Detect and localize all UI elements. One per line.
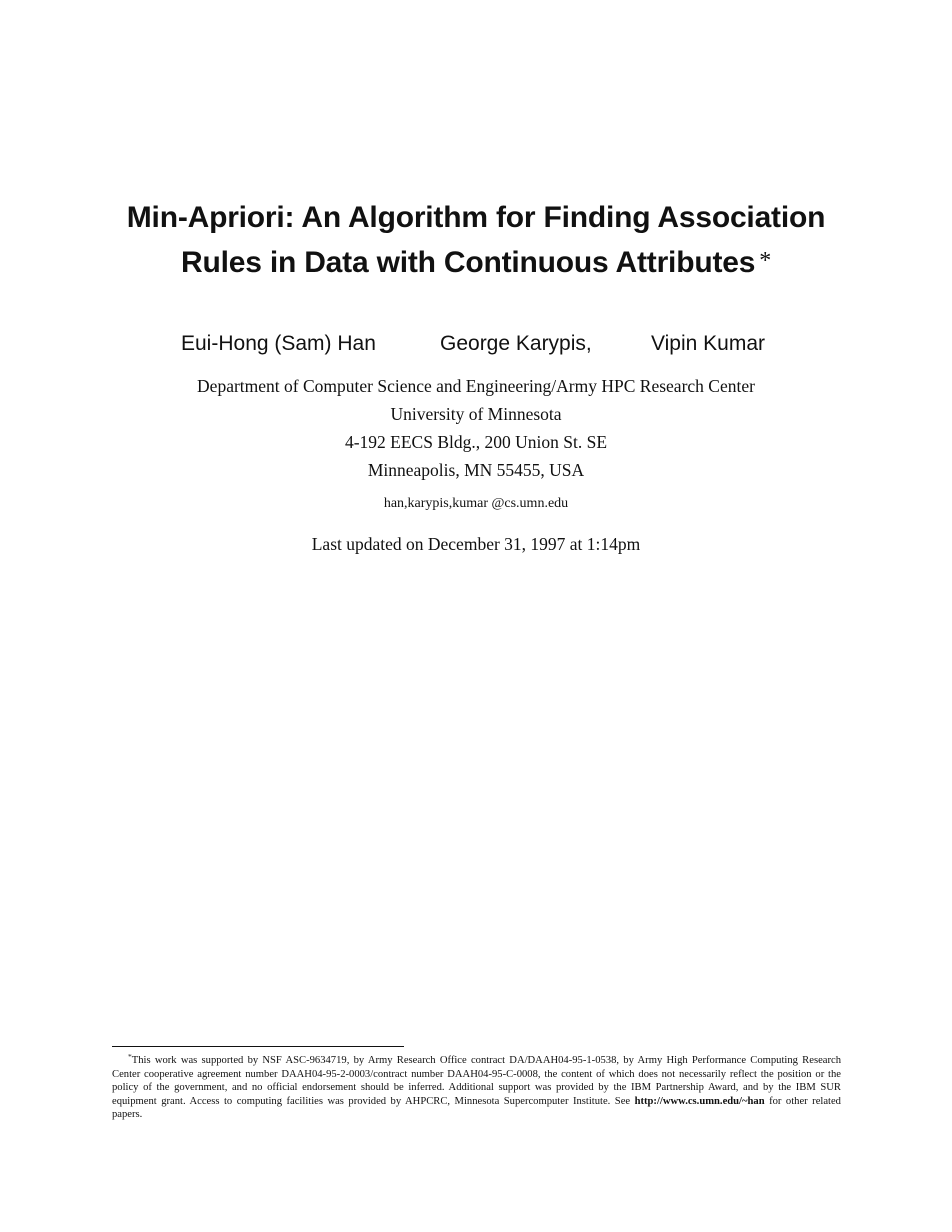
author-karypis: George Karypis, [440, 332, 592, 355]
footnote-text: This work was supported by NSF ASC-9634719, by Army Research Office contract DA/DAAH04-95-1-0538, by Army High Performance Computing Research Center cooperative agreement number DAAH04-95-2-0003/contract number DAAH04-95-C-0008, the content of which does not necessarily reflect the position or the policy of the government, and no official endorsement should be inferred. Additional support was provided by the IBM Partnership Award, and by the IBM SUR equipment grant. Access to computing facilities was provided by AHPCRC, Minnesota Supercomputer Institute. See [112, 1055, 841, 1107]
footnote-text-end: for other related papers. [112, 1095, 841, 1121]
last-updated-date: Last updated on December 31, 1997 at 1:14pm [311, 534, 641, 554]
author-email: han,karypis,kumar @cs.umn.edu [383, 496, 569, 511]
title-footnote-mark: * [759, 248, 772, 274]
paper-title-line-1 [0, 195, 952, 241]
affiliation-address: 4-192 EECS Bldg., 200 Union St. SE [344, 432, 608, 452]
footnote-mark: * [128, 1052, 132, 1061]
author-kumar: Vipin Kumar [651, 332, 766, 355]
footnote-link[interactable]: http://www.cs.umn.edu/~han [634, 1095, 765, 1107]
affiliation-university: University of Minnesota [390, 404, 562, 424]
paper-title-text-1: Min-Apriori: An Algorithm for Finding Association [126, 201, 826, 234]
footnote [112, 1050, 841, 1122]
affiliation-city: Minneapolis, MN 55455, USA [367, 460, 585, 480]
author-han: Eui-Hong (Sam) Han [181, 332, 376, 355]
paper-title-line-2 [0, 240, 952, 288]
paper-title-text-2: Rules in Data with Continuous Attributes [180, 246, 756, 279]
author-list [0, 332, 952, 362]
affiliation-department: Department of Computer Science and Engineering/Army HPC Research Center [197, 376, 755, 396]
footnote-divider [112, 1046, 404, 1047]
